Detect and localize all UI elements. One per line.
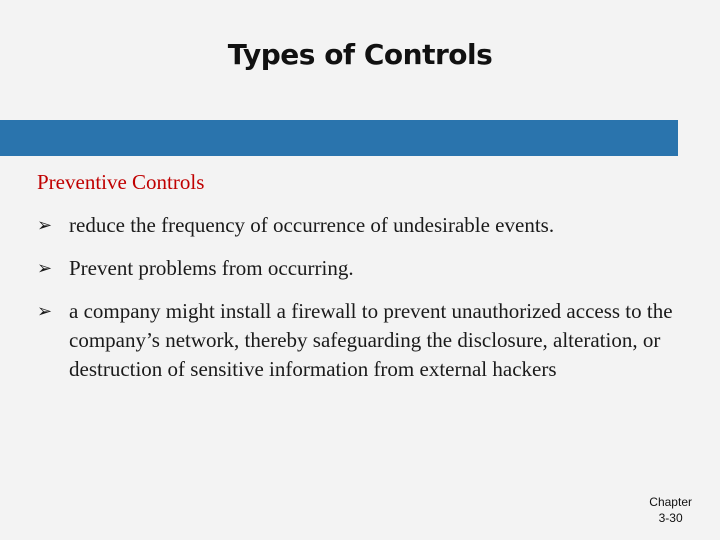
bullet-item — [37, 211, 677, 240]
bullet-item — [37, 254, 677, 283]
footer-chapter-label: Chapter — [649, 495, 692, 509]
chapter-footer — [649, 494, 692, 526]
bullet-text: reduce the frequency of occurrence of undesirable events. — [69, 213, 555, 237]
section-heading: Preventive Controls — [37, 170, 205, 194]
bullet-text: Prevent problems from occurring. — [69, 256, 354, 280]
bullet-item — [37, 297, 677, 384]
arrowhead-bullet-icon: ➢ — [37, 215, 53, 236]
slide-title: Types of Controls — [227, 38, 493, 71]
title-band — [0, 120, 678, 156]
arrowhead-bullet-icon: ➢ — [37, 258, 53, 279]
bullet-text: a company might install a firewall to prevent unauthorized access to the company’s network, thereby safeguarding the disclosure, alteration, or destruction of sensitive information from external hackers — [69, 299, 673, 381]
bullet-list — [37, 211, 677, 398]
arrowhead-bullet-icon: ➢ — [37, 301, 53, 322]
footer-page-number: 3-30 — [658, 511, 683, 525]
